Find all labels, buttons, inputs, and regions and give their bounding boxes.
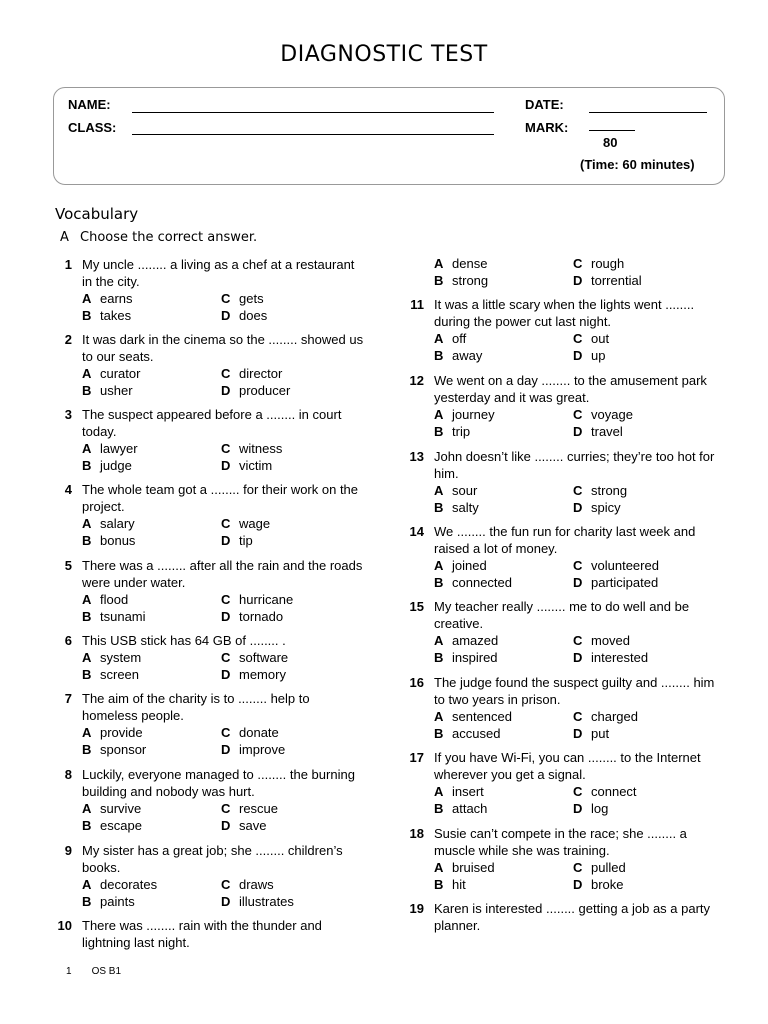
option-text: journey [452,407,495,422]
question-stem: Susie can’t compete in the race; she ........ a muscle while she was training. [434,826,687,858]
option-text: participated [591,575,659,590]
option-text: pulled [591,860,626,875]
option-text: salary [100,516,135,531]
option-letter: D [573,575,583,590]
question-number: 9 [64,843,72,858]
answer-option-c[interactable] [573,708,638,725]
option-letter: B [434,575,444,590]
option-letter: B [82,742,92,757]
option-text: joined [452,558,487,573]
option-text: paints [100,894,135,909]
option-text: trip [452,424,471,439]
name-label: NAME: [68,97,111,112]
question-stem: My uncle ........ a living as a chef at a restaurant in the city. [82,257,355,289]
question-12 [408,372,728,442]
option-text: broke [591,877,624,892]
option-letter: B [434,801,444,816]
option-letter: D [573,650,583,665]
date-line [589,112,707,113]
option-letter: B [434,424,444,439]
answer-option-c[interactable] [573,783,637,800]
option-letter: A [434,860,444,875]
question-stem: The judge found the suspect guilty and ........ him to two years in prison. [434,675,715,707]
answer-option-b[interactable] [82,666,139,683]
option-text: charged [591,709,638,724]
option-letter: C [221,291,231,306]
question-stem: If you have Wi-Fi, you can ........ to the Internet wherever you get a signal. [434,750,701,782]
option-text: wage [239,516,271,531]
answer-option-a[interactable] [82,440,138,457]
option-letter: D [221,667,231,682]
question-18 [408,825,728,895]
answer-option-c[interactable] [573,557,659,574]
question-13 [408,448,728,518]
option-text: takes [100,308,132,323]
instruction [60,230,257,245]
answer-option-a[interactable] [434,557,487,574]
question-stem: The suspect appeared before a ........ in court today. [82,407,342,439]
question-number: 2 [64,332,72,347]
question-stem: There was a ........ after all the rain and the roads were under water. [82,558,363,590]
time-note: (Time: 60 minutes) [580,157,695,172]
option-letter: C [573,407,583,422]
answer-option-a[interactable] [434,330,466,347]
answer-option-d[interactable] [221,741,285,758]
answer-option-d[interactable] [573,725,609,742]
question-stem: My teacher really ........ me to do well and be creative. [434,599,690,631]
question-number: 4 [64,482,72,497]
question-stem: There was ........ rain with the thunder and lightning last night. [82,918,322,950]
option-text: director [239,366,283,381]
question-stem: It was dark in the cinema so the ........ showed us to our seats. [82,332,364,364]
answer-option-a[interactable] [434,482,477,499]
option-letter: A [434,331,444,346]
option-text: amazed [452,633,499,648]
option-text: interested [591,650,649,665]
option-text: voyage [591,407,633,422]
question-19 [408,900,728,970]
answer-option-a[interactable] [434,632,498,649]
option-text: bonus [100,533,136,548]
option-text: spicy [591,500,621,515]
option-letter: D [573,801,583,816]
answer-option-a[interactable] [82,365,140,382]
option-text: flood [100,592,129,607]
answer-option-d[interactable] [573,649,648,666]
answer-option-d[interactable] [221,532,253,549]
answer-option-c[interactable] [573,482,627,499]
option-text: does [239,308,268,323]
question-11 [408,296,728,366]
option-letter: A [434,784,444,799]
option-text: memory [239,667,286,682]
option-letter: A [434,633,444,648]
name-line [132,112,494,113]
question-stem: This USB stick has 64 GB of ........ . [82,633,286,648]
option-text: moved [591,633,631,648]
test-code: OS B1 [91,966,122,977]
option-text: out [591,331,610,346]
option-letter: B [82,894,92,909]
question-15 [408,598,728,668]
option-text: sour [452,483,478,498]
option-letter: D [573,726,583,741]
page-footer [66,966,141,977]
option-text: survive [100,801,142,816]
option-letter: D [573,877,583,892]
option-letter: A [434,709,444,724]
class-label: CLASS: [68,120,117,135]
option-letter: D [573,424,583,439]
answer-option-d[interactable] [221,307,267,324]
question-8 [56,766,376,836]
mark-line [589,130,635,131]
question-stem: The whole team got a ........ for their work on the project. [82,482,359,514]
answer-option-b[interactable] [434,423,470,440]
option-text: strong [591,483,628,498]
question-stem: My sister has a great job; she ........ children’s books. [82,843,343,875]
option-letter: D [573,500,583,515]
option-letter: A [434,558,444,573]
answer-option-d[interactable] [573,272,642,289]
answer-option-c[interactable] [573,632,630,649]
option-letter: C [221,441,231,456]
question-number: 17 [409,750,424,765]
option-text: log [591,801,609,816]
question-4 [56,481,376,551]
option-letter: C [221,801,231,816]
option-text: judge [100,458,132,473]
option-letter: B [82,383,92,398]
question-stem: John doesn’t like ........ curries; they’re too hot for him. [434,449,715,481]
option-text: insert [452,784,484,799]
option-letter: B [82,458,92,473]
answer-option-c[interactable] [221,591,293,608]
student-info-box [53,87,725,185]
answer-option-b[interactable] [82,457,132,474]
answer-option-b[interactable] [82,817,142,834]
answer-option-d[interactable] [221,382,290,399]
option-text: earns [100,291,133,306]
answer-option-a[interactable] [434,783,484,800]
option-letter: C [573,860,583,875]
option-text: tsunami [100,609,146,624]
option-text: off [452,331,467,346]
option-text: save [239,818,267,833]
option-letter: B [434,650,444,665]
option-letter: D [221,609,231,624]
option-letter: C [221,650,231,665]
option-letter: C [573,483,583,498]
answer-option-a[interactable] [434,708,512,725]
answer-option-c[interactable] [221,365,282,382]
option-letter: D [221,383,231,398]
answer-option-d[interactable] [221,608,283,625]
option-letter: B [434,348,444,363]
answer-option-c[interactable] [221,290,264,307]
option-text: tornado [239,609,284,624]
instruction-text: Choose the correct answer. [80,230,258,245]
option-text: sentenced [452,709,512,724]
option-text: away [452,348,483,363]
question-number: 5 [64,558,72,573]
answer-option-d[interactable] [221,817,266,834]
option-text: hit [452,877,466,892]
option-text: producer [239,383,291,398]
question-3 [56,406,376,476]
question-number: 12 [409,373,424,388]
option-text: connected [452,575,512,590]
option-text: donate [239,725,279,740]
option-letter: B [82,308,92,323]
option-letter: A [434,256,444,271]
option-letter: D [221,458,231,473]
option-letter: A [82,592,92,607]
answer-option-c[interactable] [221,800,278,817]
option-letter: B [82,533,92,548]
question-number: 16 [409,675,424,690]
option-letter: A [434,483,444,498]
option-letter: C [221,366,231,381]
option-letter: A [82,366,92,381]
question-16 [408,674,728,744]
answer-option-c[interactable] [573,406,633,423]
option-text: software [239,650,289,665]
option-letter: C [221,877,231,892]
option-letter: D [573,348,583,363]
option-text: attach [452,801,488,816]
question-number: 6 [64,633,72,648]
question-number: 15 [409,599,424,614]
question-14 [408,523,728,593]
question-2 [56,331,376,401]
option-text: witness [239,441,283,456]
option-letter: C [221,725,231,740]
question-stem: We ........ the fun run for charity last week and raised a lot of money. [434,524,696,556]
class-line [132,134,494,135]
question-stem: The aim of the charity is to ........ help to homeless people. [82,691,310,723]
option-letter: A [82,650,92,665]
answer-option-b[interactable] [434,876,466,893]
option-letter: C [221,516,231,531]
option-text: dense [452,256,488,271]
option-text: screen [100,667,140,682]
answer-option-c[interactable] [573,330,609,347]
answer-option-a[interactable] [82,290,133,307]
option-letter: B [434,500,444,515]
answer-option-b[interactable] [434,725,500,742]
option-letter: B [434,877,444,892]
option-letter: B [82,609,92,624]
option-text: illustrates [239,894,294,909]
answer-option-b[interactable] [82,608,146,625]
option-text: torrential [591,273,642,288]
option-letter: D [221,742,231,757]
answer-option-a[interactable] [82,649,141,666]
answer-option-a[interactable] [434,859,495,876]
answer-option-b[interactable] [82,741,146,758]
answer-option-d[interactable] [221,893,294,910]
question-number: 18 [409,826,424,841]
option-text: improve [239,742,286,757]
option-text: volunteered [591,558,659,573]
question-stem: We went on a day ........ to the amusement park yesterday and it was great. [434,373,707,405]
answer-option-d[interactable] [573,876,624,893]
question-number: 1 [64,257,72,272]
answer-option-b[interactable] [434,499,479,516]
answer-option-b[interactable] [434,347,482,364]
answer-option-b[interactable] [82,532,135,549]
answer-option-b[interactable] [434,649,498,666]
answer-option-a[interactable] [82,724,143,741]
option-letter: C [573,558,583,573]
option-text: usher [100,383,133,398]
option-text: bruised [452,860,495,875]
option-letter: C [573,256,583,271]
question-number: 11 [410,297,424,312]
question-17 [408,749,728,819]
mark-label: MARK: [525,120,569,135]
option-letter: A [434,407,444,422]
option-letter: B [82,667,92,682]
answer-option-d[interactable] [221,457,272,474]
answer-option-a[interactable] [434,406,495,423]
option-letter: B [82,818,92,833]
option-letter: C [573,633,583,648]
option-text: rough [591,256,625,271]
answer-option-d[interactable] [573,800,608,817]
option-letter: D [221,533,231,548]
section-title: Vocabulary [55,205,139,223]
option-letter: C [573,784,583,799]
answer-option-a[interactable] [82,876,157,893]
answer-option-a[interactable] [434,255,487,272]
option-letter: A [82,725,92,740]
answer-option-a[interactable] [82,515,135,532]
option-text: put [591,726,610,741]
option-text: tip [239,533,253,548]
question-7 [56,690,376,760]
option-text: escape [100,818,142,833]
answer-option-b[interactable] [434,800,487,817]
option-text: lawyer [100,441,138,456]
option-letter: A [82,516,92,531]
answer-option-c[interactable] [573,255,624,272]
answer-option-a[interactable] [82,591,128,608]
option-text: inspired [452,650,498,665]
option-letter: D [221,894,231,909]
answer-option-c[interactable] [221,876,274,893]
option-letter: A [82,877,92,892]
answer-option-c[interactable] [221,440,282,457]
option-text: provide [100,725,143,740]
question-number: 8 [64,767,72,782]
instruction-letter: A [60,230,69,245]
answer-option-b[interactable] [434,574,512,591]
answer-option-c[interactable] [221,649,288,666]
answer-option-c[interactable] [221,724,279,741]
answer-option-b[interactable] [82,382,133,399]
option-letter: C [221,592,231,607]
question-9 [56,842,376,912]
option-text: decorates [100,877,158,892]
question-number: 7 [64,691,72,706]
option-text: draws [239,877,274,892]
question-stem: Karen is interested ........ getting a job as a party planner. [434,901,711,933]
answer-option-b[interactable] [82,307,131,324]
option-text: accused [452,726,501,741]
answer-option-d[interactable] [221,666,286,683]
answer-option-c[interactable] [221,515,270,532]
option-text: strong [452,273,489,288]
option-letter: D [221,818,231,833]
option-letter: A [82,801,92,816]
option-letter: A [82,441,92,456]
question-stem: Luckily, everyone managed to ........ the burning building and nobody was hurt. [82,767,355,799]
question-number: 10 [57,918,72,933]
question-number: 3 [64,407,72,422]
option-letter: B [434,726,444,741]
answer-option-d[interactable] [573,423,623,440]
mark-total: 80 [603,135,618,150]
option-text: connect [591,784,637,799]
option-text: salty [452,500,479,515]
option-text: gets [239,291,264,306]
answer-option-d[interactable] [573,574,658,591]
option-text: system [100,650,142,665]
question-number: 13 [409,449,424,464]
question-number: 19 [409,901,424,916]
option-text: up [591,348,606,363]
test-title: DIAGNOSTIC TEST [280,42,488,67]
answer-option-c[interactable] [573,859,626,876]
option-text: hurricane [239,592,294,607]
question-10-options [408,255,728,291]
answer-option-b[interactable] [434,272,488,289]
answer-option-b[interactable] [82,893,135,910]
answer-option-d[interactable] [573,347,605,364]
answer-option-a[interactable] [82,800,141,817]
option-letter: C [573,709,583,724]
option-letter: C [573,331,583,346]
page-number: 1 [66,966,72,977]
option-text: rescue [239,801,279,816]
option-letter: A [82,291,92,306]
option-text: sponsor [100,742,147,757]
option-text: victim [239,458,273,473]
question-number: 14 [409,524,424,539]
option-letter: D [573,273,583,288]
date-label: DATE: [525,97,564,112]
question-5 [56,557,376,627]
question-1 [56,256,376,326]
answer-option-d[interactable] [573,499,621,516]
option-text: curator [100,366,141,381]
option-letter: B [434,273,444,288]
option-text: travel [591,424,623,439]
question-stem: It was a little scary when the lights went ........ during the power cut last night. [434,297,695,329]
option-letter: D [221,308,231,323]
